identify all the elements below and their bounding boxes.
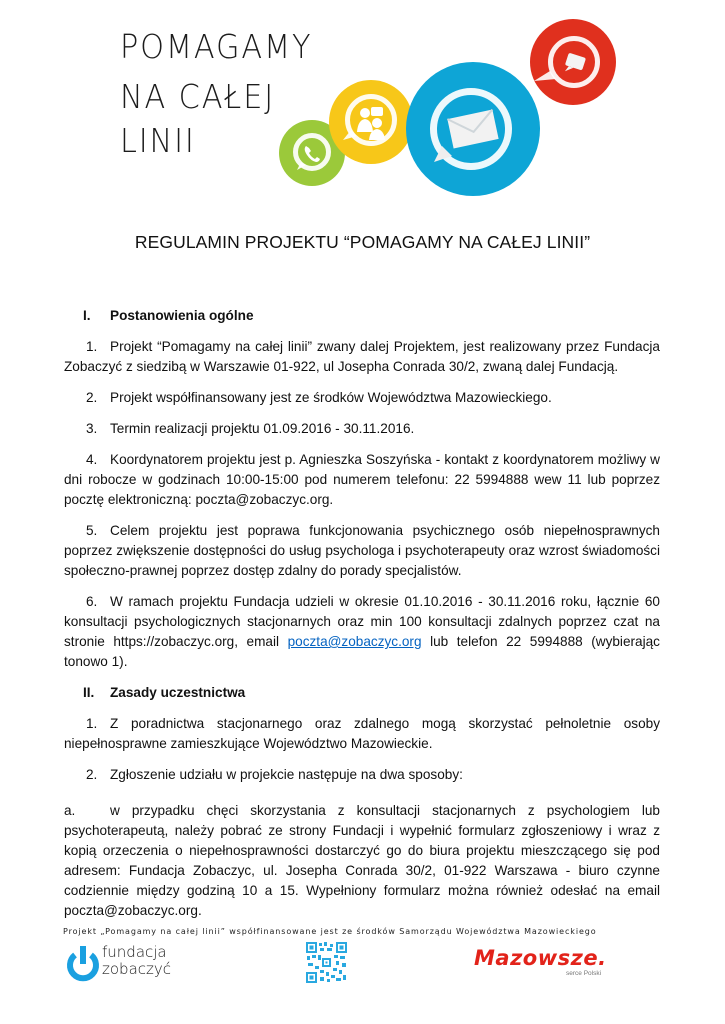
item-number: a. [64,803,76,818]
item-text: Projekt współfinansowany jest ze środków Województwa Mazowieckiego. [110,390,552,405]
item-text: w przypadku chęci skorzystania z konsultacji stacjonarnych z psychologiem lub psychoterapeutą, należy pobrać ze strony Fundacji i wypełnić formularz zgłoszeniowy i wraz z kopią orzeczenia o niepełnosprawności dostarczyć go do biura projektu mieszczącego się pod adresem: Fundacja Zobaczyc, ul. Josepha Conrada 30/2, 01-922 Warszawa - biuro czynne codziennie między godziną 10 a 15. Wypełniony formularz można również odesłać na email poczta@zobaczyc.org. [64,803,660,918]
list-item [64,388,660,408]
list-item [64,337,660,377]
section-heading-2 [64,683,660,703]
item-text: Zgłoszenie udziału w projekcie następuje na dwa sposoby: [110,767,463,782]
item-text: lub telefon 22 5994888 (wybierając tonowo 1). [64,634,660,669]
qr-code [306,942,347,983]
item-text: Koordynatorem projektu jest p. Agnieszka Soszyńska - kontakt z koordynatorem możliwy w dni robocze w godzinach 10:00-15:00 pod numerem telefonu: 22 5994888 wew 11 lub poprzez pocztę elektroniczną: poczta@zobaczyc.org. [64,452,660,507]
document-title: REGULAMIN PROJEKTU “POMAGAMY NA CAŁEJ LINII” [134,232,591,252]
list-item [64,592,660,672]
logo-line-2: NA CAŁEJ [120,77,276,116]
item-number: 4. [86,452,98,467]
item-number: 1. [86,339,98,354]
item-number: 3. [86,421,98,436]
item-text: Celem projektu jest poprawa funkcjonowania psychicznego osób niepełnosprawnych poprzez zwiększenie dostępności do usług psychologa i psychoterapeuty oraz wzrost świadomości społeczno-prawnej poprzez dostęp zdalny do porady specjalistów. [64,523,660,578]
list-item [64,419,660,439]
item-number: 6. [86,594,98,609]
section-title: Postanowienia ogólne [110,308,254,323]
logo-line-1: fundacja [102,943,167,961]
message-icon [530,19,616,105]
funding-note: Projekt „Pomagamy na całej linii” współfinansowane jest ze środków Samorządu Województwa Mazowieckiego [63,927,597,936]
logo-line-3: LINII [120,121,196,160]
list-item [64,765,660,785]
document-body [64,306,660,932]
item-number: 5. [86,523,98,538]
item-number: 2. [86,390,98,405]
item-text: Projekt “Pomagamy na całej linii” zwany dalej Projektem, jest realizowany przez Fundacja Zobaczyć z siedzibą w Warszawie 01-922, ul Josepha Conrada 30/2, zwaną dalej Fundacją. [64,339,660,374]
email-link[interactable]: poczta@zobaczyc.org [287,634,422,649]
logo-line-2: zobaczyć [102,960,172,978]
list-item [64,714,660,754]
fundacja-zobaczyc-logo [66,944,216,984]
fundacja-logo-text [102,944,171,978]
item-number: 1. [86,716,98,731]
item-text: W ramach projektu Fundacja udzieli w okresie 01.10.2016 - 30.11.2016 roku, łącznie 60 konsultacji psychologicznych stacjonarnych oraz min 100 konsultacji zdalnych poprzez czat na stronie https://zobaczyc.org, email [64,594,660,649]
logo-line-1: POMAGAMY [120,27,313,66]
item-number: 2. [86,767,98,782]
email-icon [406,62,540,196]
chat-people-icon [329,80,413,164]
mazowsze-wordmark: Mazowsze. [474,946,607,970]
mazowsze-tagline: serce Polski [566,970,602,977]
list-item [64,521,660,581]
mazowsze-logo [474,946,614,986]
section-number: I. [83,308,91,323]
section-heading-1 [64,306,660,326]
list-item [64,450,660,510]
item-text: Z poradnictwa stacjonarnego oraz zdalnego mogą skorzystać pełnoletnie osoby niepełnosprawne zamieszkujące Województwo Mazowieckie. [64,716,660,751]
section-number: II. [83,685,95,700]
section-title: Zasady uczestnictwa [110,685,246,700]
power-icon [66,946,100,982]
item-text: Termin realizacji projektu 01.09.2016 - 30.11.2016. [110,421,415,436]
list-item [64,801,660,921]
